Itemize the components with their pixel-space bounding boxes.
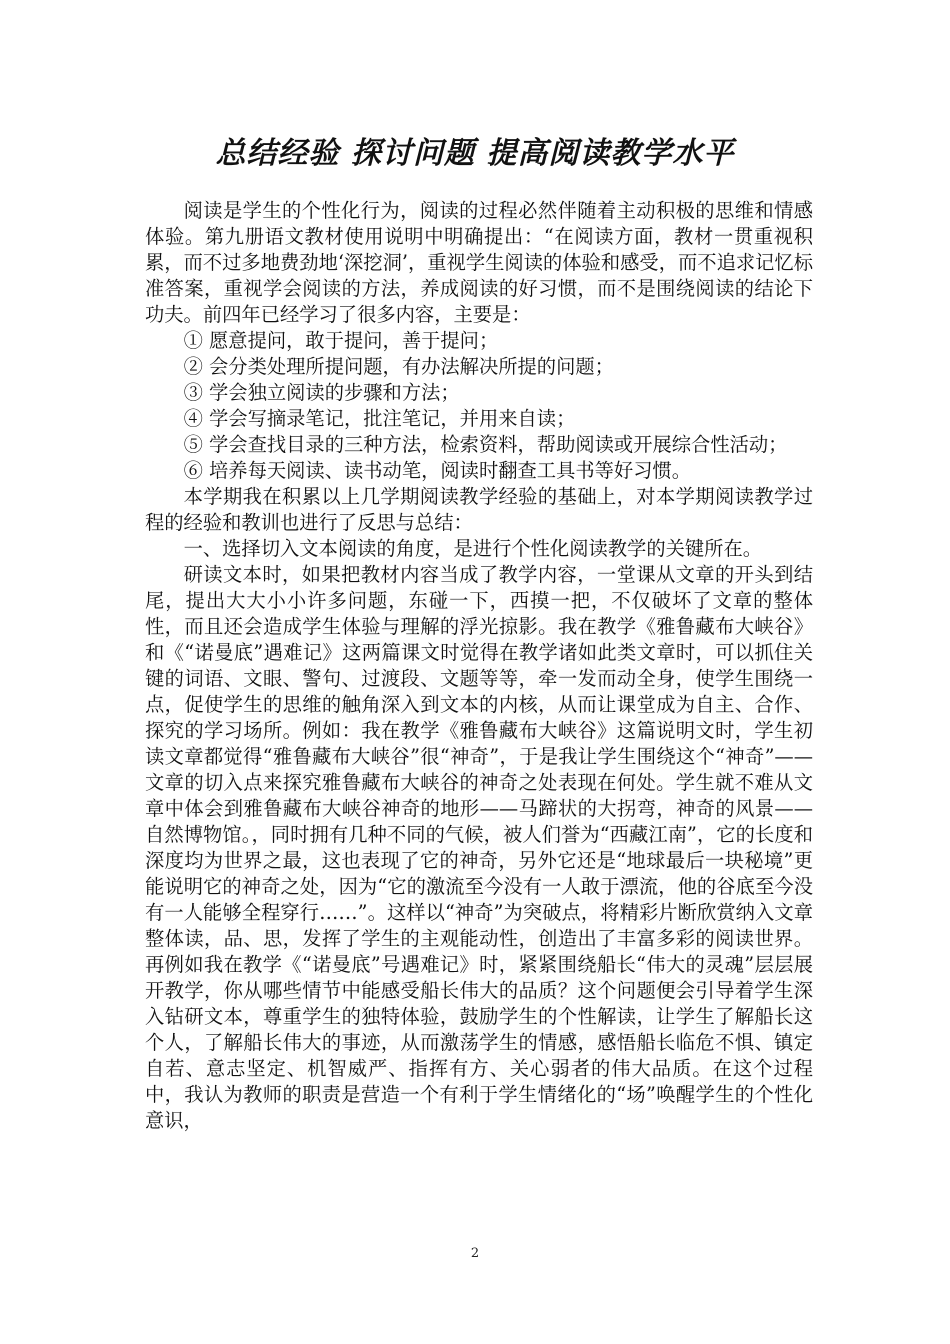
intro-paragraph: 阅读是学生的个性化行为，阅读的过程必然伴随着主动积极的思维和情感体验。第九册语文教材使用说明中明确提出：“在阅读方面，教材一贯重视积累，而不过多地费劲地‘深挖洞’，重视学生阅读的体验和感受，而不追求记忆标准答案，重视学会阅读的方法，养成阅读的好习惯，而不是围绕阅读的结论下功夫。前四年已经学习了很多内容，主要是： (145, 199, 813, 326)
document-title: 总结经验 探讨问题 提高阅读教学水平 (215, 136, 735, 171)
page-number: 2 (470, 1246, 480, 1261)
section-heading: 一、选择切入文本阅读的角度，是进行个性化阅读教学的关键所在。 (183, 537, 763, 560)
document-body (145, 198, 813, 1134)
list-item: ① 愿意提问，敢于提问，善于提问； (183, 329, 499, 352)
list-item: ④ 学会写摘录笔记，批注笔记，并用来自读； (183, 407, 576, 430)
list-item: ② 会分类处理所提问题，有办法解决所提的问题； (183, 355, 614, 378)
list-item: ⑤ 学会查找目录的三种方法，检索资料，帮助阅读或开展综合性活动； (183, 433, 788, 456)
list-item: ⑥ 培养每天阅读、读书动笔，阅读时翻查工具书等好习惯。 (183, 459, 692, 482)
summary-paragraph: 本学期我在积累以上几学期阅读教学经验的基础上，对本学期阅读教学过程的经验和教训也进行了反思与总结： (145, 485, 813, 534)
section-body-paragraph: 研读文本时，如果把教材内容当成了教学内容，一堂课从文章的开头到结尾，提出大大小小许多问题，东碰一下，西摸一把，不仅破坏了文章的整体性，而且还会造成学生体验与理解的浮光掠影。我在教学《雅鲁藏布大峡谷》和《“诺曼底”遇难记》这两篇课文时觉得在教学诸如此类文章时，可以抓住关键的词语、文眼、警句、过渡段、文题等等，牵一发而动全身，使学生围绕一点，促使学生的思维的触角深入到文本的内核，从而让课堂成为自主、合作、探究的学习场所。例如：我在教学《雅鲁藏布大峡谷》这篇说明文时，学生初读文章都觉得“雅鲁藏布大峡谷”很“神奇”，于是我让学生围绕这个“神奇”——文章的切入点来探究雅鲁藏布大峡谷的神奇之处表现在何处。学生就不难从文章中体会到雅鲁藏布大峡谷神奇的地形——马蹄状的大拐弯，神奇的风景——自然博物馆。，同时拥有几种不同的气候，被人们誉为“西藏江南”，它的长度和深度均为世界之最，这也表现了它的神奇，另外它还是“地球最后一块秘境”更能说明它的神奇之处，因为“它的激流至今没有一人敢于漂流，他的谷底至今没有一人能够全程穿行……”。这样以“神奇”为突破点，将精彩片断欣赏纳入文章整体读，品、思，发挥了学生的主观能动性，创造出了丰富多彩的阅读世界。再例如我在教学《“诺曼底”号遇难记》时，紧紧围绕船长“伟大的灵魂”层层展开教学，你从哪些情节中能感受船长伟大的品质？这个问题便会引导着学生深入钻研文本，尊重学生的独特体验，鼓励学生的个性解读，让学生了解船长这个人，了解船长伟大的事迹，从而激荡学生的情感，感悟船长临危不惧、镇定自若、意志坚定、机智威严、指挥有方、关心弱者的伟大品质。在这个过程中，我认为教师的职责是营造一个有利于学生情绪化的“场”唤醒学生的个性化意识， (145, 563, 813, 1132)
list-item: ③ 学会独立阅读的步骤和方法； (183, 381, 460, 404)
